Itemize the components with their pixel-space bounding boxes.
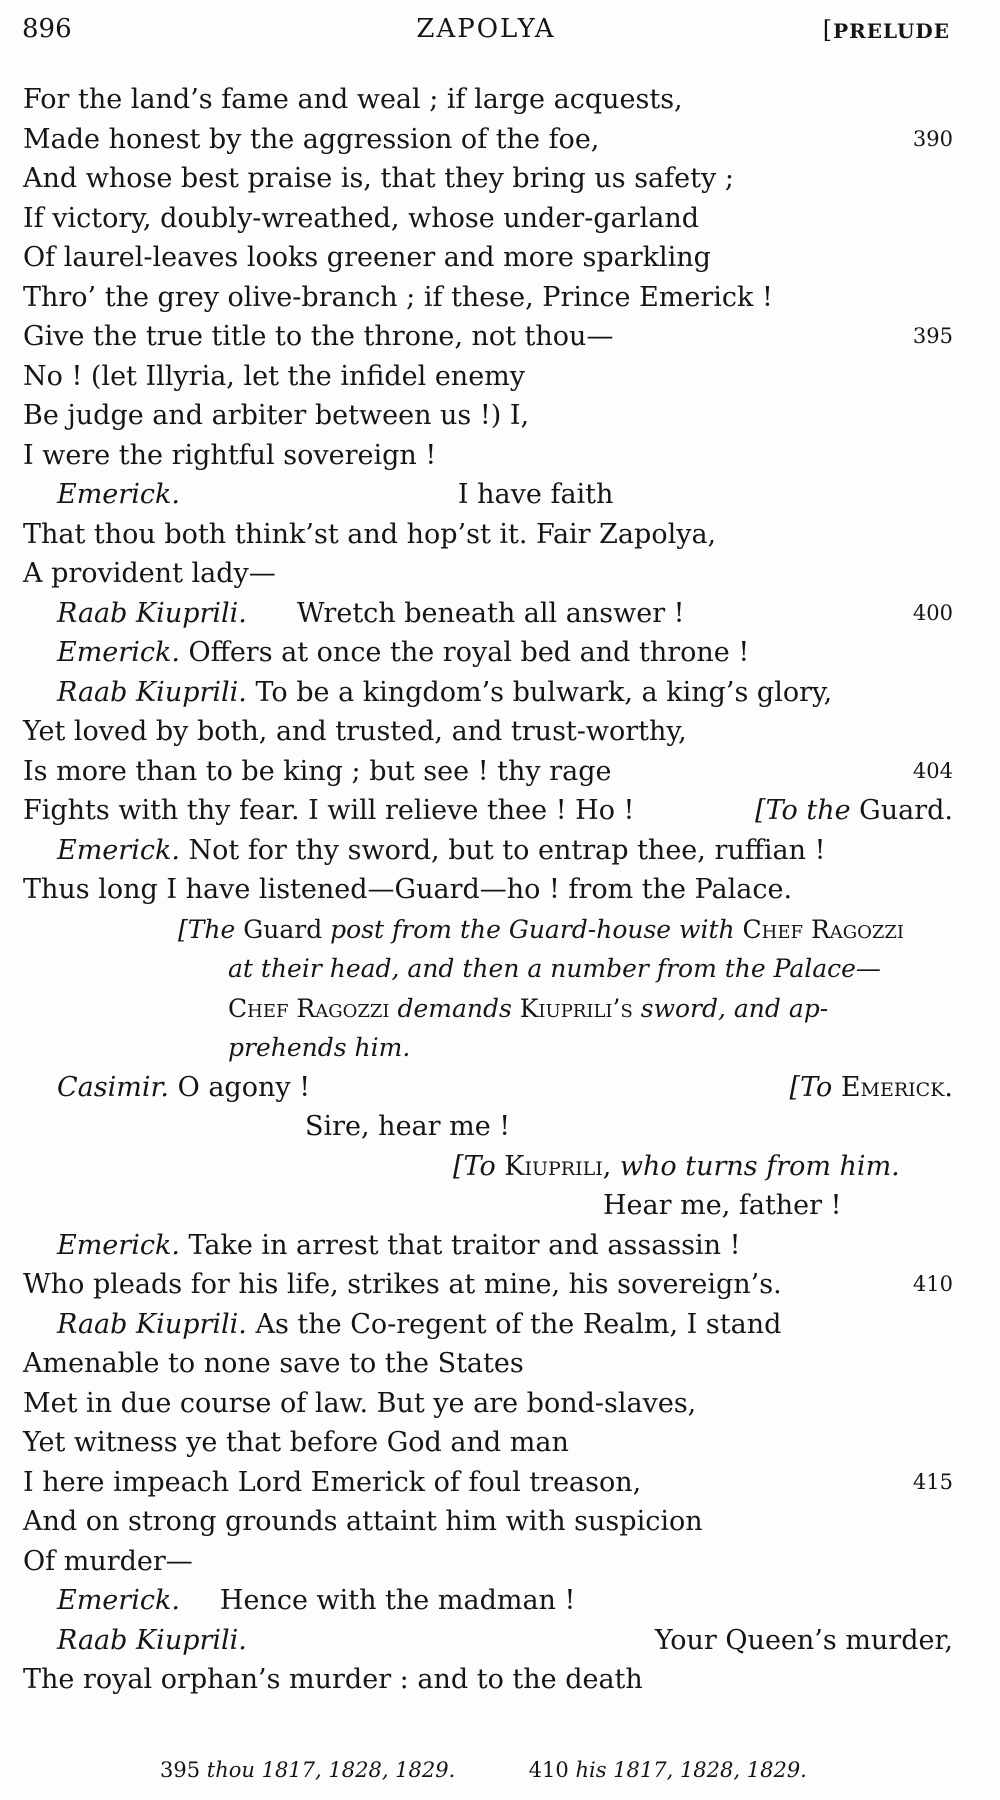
- stage-direction: Chef Ragozzi demands Kiuprili’s sword, and ap-: [228, 993, 829, 1023]
- verse-line: A provident lady—: [23, 558, 276, 589]
- line-number: 395: [912, 324, 953, 348]
- stage-direction: [The Guard post from the Guard-house with Chef Ragozzi: [178, 914, 905, 944]
- line-number: 410: [912, 1272, 953, 1296]
- speaker-name: Raab Kiuprili.: [57, 1308, 247, 1340]
- verse-line: Emerick. Not for thy sword, but to entrap thee, ruffian !: [57, 834, 826, 866]
- section-name: PRELUDE: [833, 19, 950, 43]
- verse-line: Yet witness ye that before God and man: [23, 1427, 569, 1458]
- section-label: [823, 16, 950, 44]
- speaker-name: Emerick.: [57, 1229, 180, 1261]
- stage-direction: [To the Guard.: [755, 795, 953, 826]
- line-number: 404: [912, 758, 953, 783]
- speaker-name: Raab Kiuprili.: [57, 597, 247, 629]
- verse-line: Raab Kiuprili. Wretch beneath all answer ! 400: [23, 594, 953, 634]
- verse-line: I were the rightful sovereign !: [23, 439, 437, 471]
- line-number: 390: [912, 126, 953, 151]
- stage-direction: [To Emerick.: [789, 1071, 953, 1103]
- verse-line: And on strong grounds attaint him with suspicion: [23, 1506, 703, 1537]
- verse-line: Emerick. I have faith: [57, 479, 614, 510]
- speaker-name: Emerick.: [57, 834, 180, 866]
- section-bracket: [: [822, 16, 834, 44]
- speaker-name: Emerick.: [57, 1585, 180, 1616]
- verse-line: Thus long I have listened—Guard—ho ! from the Palace.: [23, 874, 793, 905]
- verse-line: Is more than to be king ; but see ! thy rage 404: [23, 752, 953, 792]
- verse-line: No ! (let Illyria, let the infidel enemy: [23, 360, 526, 392]
- speaker-name: Casimir.: [57, 1071, 170, 1103]
- speaker-name: Emerick.: [57, 637, 180, 668]
- verse-line: I here impeach Lord Emerick of foul treason, 415: [23, 1463, 953, 1503]
- verse-line: Made honest by the aggression of the foe, 390: [23, 120, 953, 160]
- verse-text: [23, 80, 953, 1700]
- verse-line: Of laurel-leaves looks greener and more sparkling: [23, 242, 711, 273]
- speaker-name: Raab Kiuprili.: [57, 676, 247, 708]
- footnote-text: thou 1817, 1828, 1829.: [206, 1758, 456, 1782]
- verse-line: Raab Kiuprili. As the Co-regent of the Realm, I stand: [57, 1308, 782, 1340]
- verse-line: Amenable to none save to the States: [23, 1348, 524, 1379]
- line-number: 415: [912, 1469, 953, 1494]
- running-header: [22, 14, 950, 54]
- page-number: 896: [22, 14, 72, 44]
- verse-line: Give the true title to the throne, not thou— 395: [23, 317, 953, 357]
- speaker-name: Emerick.: [57, 479, 180, 510]
- verse-line: Sire, hear me !: [305, 1111, 511, 1142]
- verse-line: Hear me, father !: [603, 1190, 842, 1221]
- verse-line: If victory, doubly-wreathed, whose under-garland: [23, 202, 700, 234]
- verse-line: Casimir. O agony ! [To Emerick.: [23, 1068, 953, 1108]
- verse-line: For the land’s fame and weal ; if large acquests,: [23, 84, 683, 115]
- verse-line: That thou both think’st and hop’st it. Fair Zapolya,: [23, 518, 717, 550]
- footnote-number: 410: [528, 1758, 569, 1782]
- stage-direction: prehends him.: [228, 1033, 411, 1062]
- verse-line: Yet loved by both, and trusted, and trust-worthy,: [23, 716, 687, 747]
- footnote-text: his 1817, 1828, 1829.: [575, 1758, 807, 1782]
- verse-line: Emerick. Take in arrest that traitor and assassin !: [57, 1229, 741, 1261]
- speaker-name: Raab Kiuprili.: [57, 1624, 247, 1656]
- line-number: 400: [912, 600, 953, 625]
- verse-line: Thro’ the grey olive-branch ; if these, Prince Emerick !: [23, 281, 773, 313]
- verse-line: Met in due course of law. But ye are bond-slaves,: [23, 1387, 697, 1419]
- verse-line: Be judge and arbiter between us !) I,: [23, 400, 530, 431]
- verse-line: Emerick. Hence with the madman !: [57, 1585, 576, 1616]
- verse-line: Emerick. Offers at once the royal bed and throne !: [57, 637, 750, 668]
- stage-direction: at their head, and then a number from the Palace—: [228, 954, 881, 983]
- footnote-number: 395: [160, 1758, 201, 1782]
- verse-line: Fights with thy fear. I will relieve thee ! Ho ! [To the Guard.: [23, 791, 953, 831]
- verse-line: The royal orphan’s murder : and to the death: [23, 1664, 643, 1695]
- verse-line: And whose best praise is, that they bring us safety ;: [23, 163, 734, 194]
- verse-line: Raab Kiuprili. To be a kingdom’s bulwark, a king’s glory,: [57, 676, 833, 708]
- verse-line: [23, 1621, 953, 1661]
- verse-continuation: Your Queen’s murder,: [654, 1624, 953, 1656]
- stage-direction: [To Kiuprili, who turns from him.: [453, 1150, 900, 1182]
- verse-line: Of murder—: [23, 1545, 193, 1577]
- footnotes: [160, 1758, 807, 1782]
- running-title: ZAPOLYA: [416, 14, 556, 44]
- verse-line: Who pleads for his life, strikes at mine, his sovereign’s. 410: [23, 1265, 953, 1305]
